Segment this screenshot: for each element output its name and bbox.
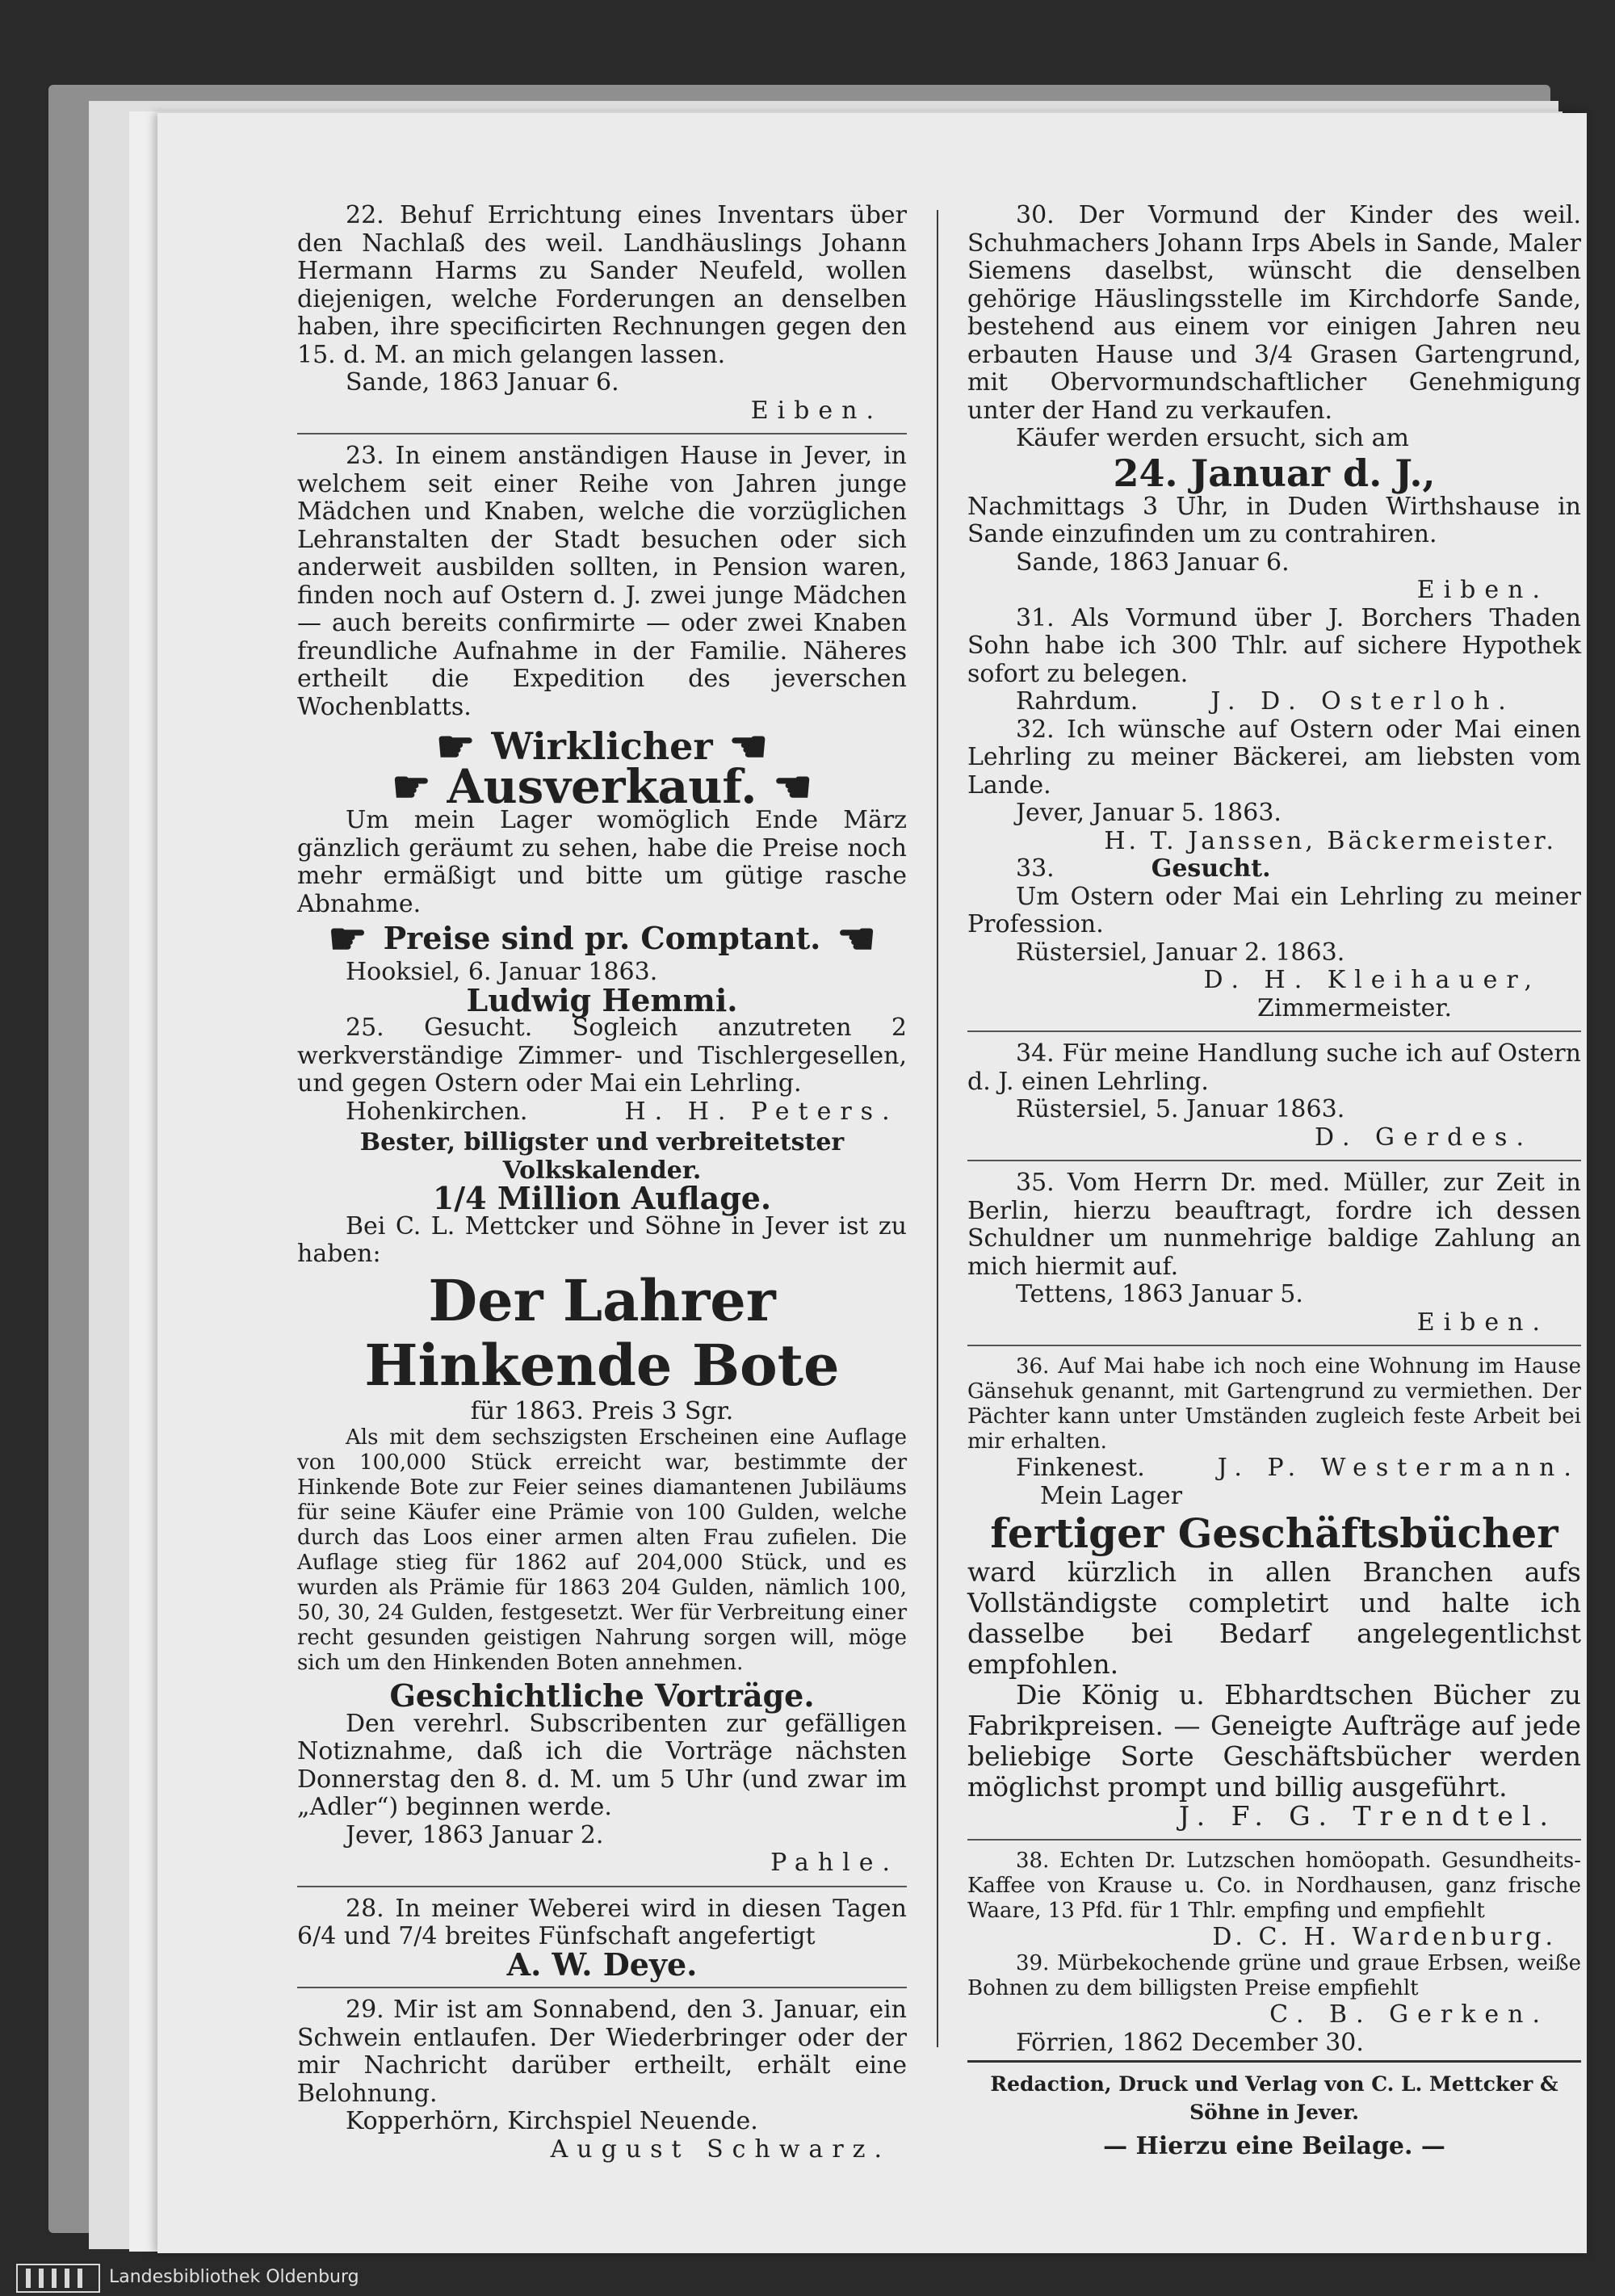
notice-28: [297, 1894, 907, 1983]
signature: Ludwig Hemmi.: [466, 981, 738, 1018]
dateline: Hohenkirchen. H. H. Peters.: [346, 1097, 899, 1126]
ad-title: fertiger Geschäftsbücher: [990, 1509, 1558, 1557]
signature: Eiben.: [750, 396, 883, 425]
notice-25: [297, 1014, 907, 1126]
pointing-hand-left-icon: ☚: [773, 761, 812, 812]
notice-body: 28. In meiner Weberei wird in diesen Tagen 6/4 und 7/4 breites Fünfschaft angefertigt: [297, 1894, 907, 1950]
place: Kopperhörn, Kirchspiel Neuende.: [346, 2107, 758, 2135]
notice-39: [967, 1951, 1581, 2057]
notice-text: Käufer werden ersucht, sich am: [1016, 424, 1409, 452]
dateline: Hooksiel, 6. Januar 1863.: [346, 958, 658, 986]
ad-headline: Bester, billigster und verbreitetster Volkskalender.: [359, 1128, 845, 1185]
ausverkauf-ad: [297, 720, 907, 1018]
dateline: Jever, Januar 5. 1863.: [1016, 799, 1282, 827]
divider-rule: [967, 1160, 1581, 1161]
notice-31: [967, 605, 1581, 716]
signature: D. H. Kleihauer,: [1203, 966, 1541, 994]
signature: Eiben.: [1416, 576, 1549, 604]
ad-body: ward kürzlich in allen Branchen aufs Vollständigste completirt und halte ich dasselbe bei Bedarf angelegentlichst empfohlen.: [967, 1556, 1581, 1680]
pointing-hand-right-icon: ☛: [435, 720, 476, 772]
dateline: Jever, 1863 Januar 2.: [346, 1820, 604, 1849]
signature: Pahle.: [770, 1849, 899, 1877]
geschaeftsbuecher-ad: [967, 1483, 1581, 1831]
notice-body: 31. Als Vormund über J. Borchers Thaden Sohn habe ich 300 Thlr. auf sichere Hypothek sofort zu belegen.: [967, 603, 1581, 688]
imprint: Redaction, Druck und Verlag von C. L. Mettcker & Söhne in Jever.: [990, 2072, 1558, 2124]
notice-heading: 33. Gesucht.: [1016, 854, 1271, 883]
notice-22: [297, 202, 907, 425]
signature: D. C. H. Wardenburg.: [1212, 1922, 1557, 1951]
notice-38: [967, 1849, 1581, 1952]
sale-date: 24. Januar d. J.,: [1113, 451, 1436, 495]
divider-rule: [967, 1839, 1581, 1841]
notice-29: [297, 1996, 907, 2164]
signature: Eiben.: [1416, 1308, 1549, 1337]
ad-body: Den verehrl. Subscribenten zur gefälligen Notiznahme, daß ich die Vorträge nächsten Donnerstag den 8. d. M. um 5 Uhr (und zwar im „Adler“) beginnen werde.: [297, 1709, 907, 1821]
signature: H. T. Janssen, Bäckermeister.: [1104, 826, 1557, 855]
divider-rule: [297, 433, 907, 434]
notice-32: [967, 716, 1581, 856]
dateline: Finkenest. J. P. Westermann.: [1016, 1454, 1580, 1482]
dateline: Rahrdum. J. D. Osterloh.: [1016, 687, 1515, 716]
notice-text: Nachmittags 3 Uhr, in Duden Wirthshause in Sande einzufinden um zu contrahiren.: [967, 492, 1581, 548]
divider-rule: [297, 1886, 907, 1887]
library-name: Landesbibliothek Oldenburg: [109, 2267, 359, 2287]
notice-body: Um Ostern oder Mai ein Lehrling zu meiner Profession.: [967, 882, 1581, 938]
notice-35: [967, 1169, 1581, 1337]
notice-body: 30. Der Vormund der Kinder des weil. Schuhmachers Johann Irps Abels in Sande, Maler Siemens daselbst, wünscht die denselben gehörige Häuslingsstelle im Kirchdorfe Sande, bestehend aus einem vor einigen Jahren neu erbauten Hause und 3/4 Grasen Gartengrund, mit Obervormundschaftlicher Genehmigung unter der Hand zu verkaufen.: [967, 201, 1581, 425]
pointing-hand-left-icon: ☚: [837, 913, 876, 964]
ad-subheadline: 1/4 Million Auflage.: [432, 1180, 772, 1216]
ad-body: Die König u. Ebhardtschen Bücher zu Fabrikpreisen. — Geneigte Aufträge auf jede beliebige Sorte Geschäftsbücher werden möglichst prompt und billig ausgeführt.: [967, 1679, 1581, 1803]
column-divider: [937, 210, 938, 2047]
right-column: [967, 202, 1581, 2161]
notice-body: 29. Mir ist am Sonnabend, den 3. Januar, ein Schwein entlaufen. Der Wiederbringer oder der mir Nachricht darüber ertheilt, erhält eine Belohnung.: [297, 1996, 907, 2108]
notice-body: 35. Vom Herrn Dr. med. Müller, zur Zeit in Berlin, hierzu beauftragt, fordre ich dessen Schuldner um nunmehrige baldige Zahlung an mich hiermit auf.: [967, 1169, 1581, 1281]
notice-body: 32. Ich wünsche auf Ostern oder Mai einen Lehrling zu meiner Bäckerei, am liebsten vom Lande.: [967, 715, 1581, 800]
kalender-ad: [297, 1129, 907, 1676]
left-column: [297, 202, 907, 2164]
notice-body: 34. Für meine Handlung suche ich auf Ostern d. J. einen Lehrling.: [967, 1039, 1581, 1096]
ad-price: für 1863. Preis 3 Sgr.: [470, 1396, 734, 1425]
ad-body: Als mit dem sechszigsten Erscheinen eine Auflage von 100,000 Stück erreicht war, bestimmte der Hinkende Bote zur Feier seines diamantenen Jubiläums für seine Käufer eine Prämie von 100 Gulden, welche durch das Loos einer armen alten Frau zufielen. Die Auflage stieg für 1862 auf 204,000 Stück, und es wurden als Prämie für 1863 204 Gulden, nämlich 100, 50, 30, 24 Gulden, festgesetzt. Wer für Verbreitung einer recht gesunden geistigen Nahrung sorgen will, möge sich um den Hinkenden Boten annehmen.: [297, 1425, 907, 1675]
ad-title: Geschichtliche Vorträge.: [389, 1677, 815, 1714]
notice-36: [967, 1354, 1581, 1483]
pointing-hand-right-icon: ☛: [328, 913, 367, 964]
notice-33: [967, 855, 1581, 1022]
ad-intro: Mein Lager: [1040, 1481, 1183, 1510]
newspaper-page: [157, 113, 1587, 2253]
divider-rule: [297, 1987, 907, 1988]
notice-body: 23. In einem anständigen Hause in Jever, in welchem seit einer Reihe von Jahren junge Mädchen und Knaben, welche die vorzüglichen Lehranstalten der Stadt besuchen oder sich anderweit ausbilden sollten, in Pension waren, finden noch auf Ostern d. J. zwei junge Mädchen — auch bereits confirmirte — oder zwei Knaben freundliche Aufnahme in der Familie. Näheres ertheilt die Expedition des jeverschen Wochenblatts.: [297, 442, 907, 721]
ad-intro: Bei C. L. Mettcker und Söhne in Jever ist zu haben:: [297, 1211, 907, 1268]
dateline: Rüstersiel, 5. Januar 1863.: [1016, 1095, 1345, 1123]
vortraege-ad: [297, 1677, 907, 1878]
divider-rule: [967, 2060, 1581, 2063]
signature: A. W. Deye.: [506, 1946, 698, 1983]
notice-30: [967, 202, 1581, 605]
trade: Zimmermeister.: [1256, 993, 1452, 1022]
signature: August Schwarz.: [550, 2134, 891, 2164]
notice-body: 39. Mürbekochende grüne und graue Erbsen, weiße Bohnen zu dem billigsten Preise empfiehlt: [967, 1951, 1581, 2000]
dateline: Sande, 1863 Januar 6.: [346, 368, 619, 397]
library-building-icon: [16, 2264, 100, 2293]
notice-body: 38. Echten Dr. Lutzschen homöopath. Gesundheits-Kaffee von Krause u. Co. in Nordhausen, ganz frische Waare, 13 Pfd. für 1 Thlr. empfing und empfiehlt: [967, 1848, 1581, 1923]
divider-rule: [967, 1030, 1581, 1032]
ad-title: ☛ Ausverkauf. ☚: [392, 758, 812, 814]
price-line: ☛ Preise sind pr. Comptant. ☚: [328, 913, 876, 964]
notice-body: 36. Auf Mai habe ich noch eine Wohnung im Hause Gänsehuk genannt, mit Gartengrund zu vermiethen. Der Pächter kann unter Umständen zugleich feste Arbeit bei mir erhalten.: [967, 1354, 1581, 1454]
notice-34: [967, 1040, 1581, 1152]
signature: D. Gerdes.: [1314, 1123, 1533, 1152]
notice-body: 22. Behuf Errichtung eines Inventars über den Nachlaß des weil. Landhäuslings Johann Hermann Harms zu Sander Neufeld, wollen diejenigen, welche Forderungen an denselben haben, ihre specificirten Rechnungen gegen den 15. d. M. an mich gelangen lassen.: [297, 201, 907, 369]
supplement-note: — Hierzu eine Beilage. —: [1103, 2132, 1445, 2160]
ad-title: Der Lahrer Hinkende Bote: [364, 1266, 840, 1399]
dateline: Sande, 1863 Januar 6.: [1016, 548, 1290, 577]
pointing-hand-left-icon: ☚: [728, 720, 769, 772]
dateline: Tettens, 1863 Januar 5.: [1016, 1280, 1303, 1308]
ad-title: ☛ Wirklicher ☚: [435, 720, 769, 772]
signature: J. F. G. Trendtel.: [1178, 1800, 1557, 1832]
notice-body: 25. Gesucht. Sogleich anzutreten 2 werkverständige Zimmer- und Tischlergesellen, und gegen Ostern oder Mai ein Lehrling.: [297, 1014, 907, 1098]
divider-rule: [967, 1345, 1581, 1346]
pointing-hand-right-icon: ☛: [392, 761, 431, 812]
dateline: Rüstersiel, Januar 2. 1863.: [1016, 938, 1345, 967]
signature: C. B. Gerken.: [1269, 2000, 1549, 2029]
ad-body: Um mein Lager womöglich Ende März gänzlich geräumt zu sehen, habe die Preise noch mehr ermäßigt und bitte um gütige rasche Abnahme.: [297, 806, 907, 918]
notice-23: [297, 443, 907, 721]
dateline: Förrien, 1862 December 30.: [1016, 2028, 1364, 2057]
